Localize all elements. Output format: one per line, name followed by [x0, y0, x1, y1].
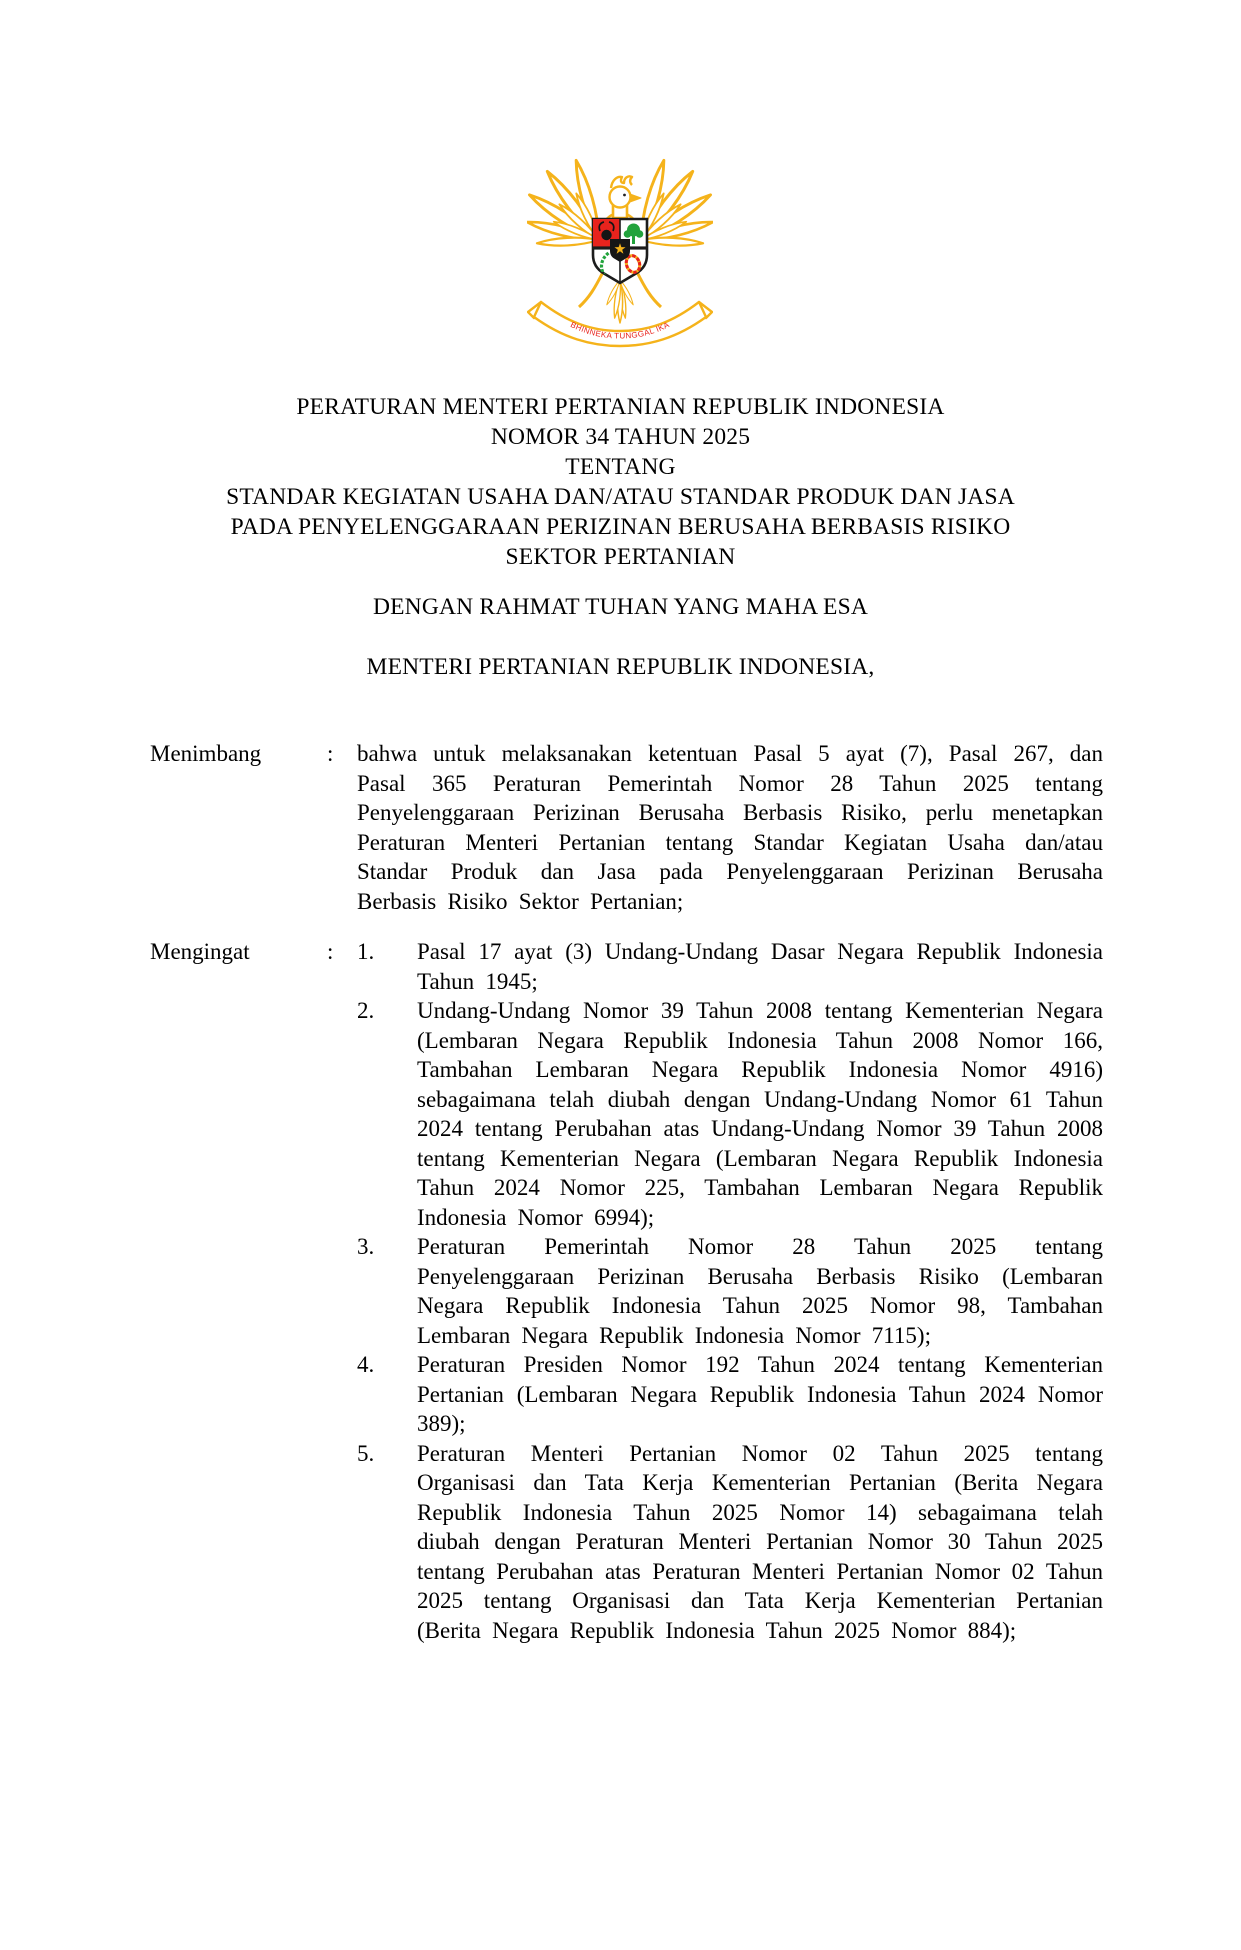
garuda-pancasila-emblem	[527, 152, 713, 350]
legal-basis-item	[357, 937, 1103, 996]
pancasila-shield	[591, 219, 649, 283]
recalling-label: Mengingat	[150, 939, 250, 964]
motto-text: BHINNEKA TUNGGAL IKA	[569, 320, 671, 341]
regulation-title-line: PERATURAN MENTERI PERTANIAN REPUBLIK INDONESIA	[296, 394, 945, 420]
preamble-clauses	[150, 739, 1103, 1645]
left-claw	[579, 272, 603, 307]
regulation-number-line: NOMOR 34 TAHUN 2025	[490, 424, 751, 450]
subject-line-2: PADA PENYELENGGARAAN PERIZINAN BERUSAHA BERBASIS RISIKO	[230, 514, 1011, 540]
item-number: 1.	[357, 939, 375, 964]
considering-text: bahwa untuk melaksanakan ketentuan Pasal 5 ayat (7), Pasal 267, dan Pasal 365 Peraturan Pemerintah Nomor 28 Tahun 2025 tentang Penyelenggaraan Perizinan Berusaha Berbasis Risiko, perlu menetapkan Peraturan Menteri Pertanian tentang Standar Kegiatan Usaha dan/atau Standar Produk dan Jasa pada Penyelenggaraan Perizinan Berusaha Berbasis Risiko Sektor Pertanian;	[357, 741, 1103, 914]
legal-basis-item	[357, 1439, 1103, 1646]
item-number: 2.	[357, 998, 375, 1023]
item-text: Peraturan Menteri Pertanian Nomor 02 Tahun 2025 tentang Organisasi dan Tata Kerja Kementerian Pertanian (Berita Negara Republik Indonesia Tahun 2025 Nomor 14) sebagaimana telah diubah dengan Peraturan Menteri Pertanian Nomor 30 Tahun 2025 tentang Perubahan atas Peraturan Menteri Pertanian Nomor 02 Tahun 2025 tentang Organisasi dan Tata Kerja Kementerian Pertanian (Berita Negara Republik Indonesia Tahun 2025 Nomor 884);	[417, 1440, 1103, 1643]
item-text: Pasal 17 ayat (3) Undang-Undang Dasar Negara Republik Indonesia Tahun 1945;	[417, 939, 1103, 994]
item-text: Undang-Undang Nomor 39 Tahun 2008 tentang Kementerian Negara (Lembaran Negara Republik Indonesia Tahun 2008 Nomor 166, Tambahan Lembaran Negara Republik Indonesia Nomor 4916) sebagaimana telah diubah dengan Undang-Undang Nomor 61 Tahun 2024 tentang Perubahan atas Undang-Undang Nomor 39 Tahun 2008 tentang Kementerian Negara (Lembaran Negara Republik Indonesia Tahun 2024 Nomor 225, Tambahan Lembaran Negara Republik Indonesia Nomor 6994);	[417, 998, 1103, 1230]
considering-clause	[150, 739, 1103, 916]
legal-basis-item	[357, 1350, 1103, 1439]
legal-basis-item	[357, 996, 1103, 1232]
item-number: 4.	[357, 1352, 375, 1377]
subject-line-3: SEKTOR PERTANIAN	[505, 544, 736, 570]
item-number: 3.	[357, 1234, 375, 1259]
considering-label: Menimbang	[150, 741, 262, 766]
legal-basis-list	[357, 937, 1103, 1645]
item-number: 5.	[357, 1440, 375, 1466]
beak	[630, 194, 641, 202]
regulation-title-block	[0, 392, 1241, 572]
item-text: Peraturan Pemerintah Nomor 28 Tahun 2025 tentang Penyelenggaraan Perizinan Berusaha Berbasis Risiko (Lembaran Negara Republik Indonesia Tahun 2025 Nomor 98, Tambahan Lembaran Negara Republik Indonesia Nomor 7115);	[417, 1234, 1103, 1348]
considering-colon: :	[327, 741, 334, 766]
eagle-head	[610, 176, 642, 207]
recalling-colon: :	[327, 939, 334, 964]
right-claw	[637, 272, 661, 307]
recalling-clause	[150, 937, 1103, 1645]
tentang-line: TENTANG	[565, 454, 676, 480]
subject-line-1: STANDAR KEGIATAN USAHA DAN/ATAU STANDAR PRODUK DAN JASA	[226, 484, 1015, 510]
legal-basis-item	[357, 1232, 1103, 1350]
divine-invocation: DENGAN RAHMAT TUHAN YANG MAHA ESA	[372, 594, 869, 620]
tail-feathers	[605, 279, 634, 323]
issuing-authority: MENTERI PERTANIAN REPUBLIK INDONESIA,	[366, 654, 875, 680]
item-text: Peraturan Presiden Nomor 192 Tahun 2024 tentang Kementerian Pertanian (Lembaran Negara Republik Indonesia Tahun 2024 Nomor 389);	[417, 1352, 1103, 1436]
eye	[623, 194, 626, 197]
